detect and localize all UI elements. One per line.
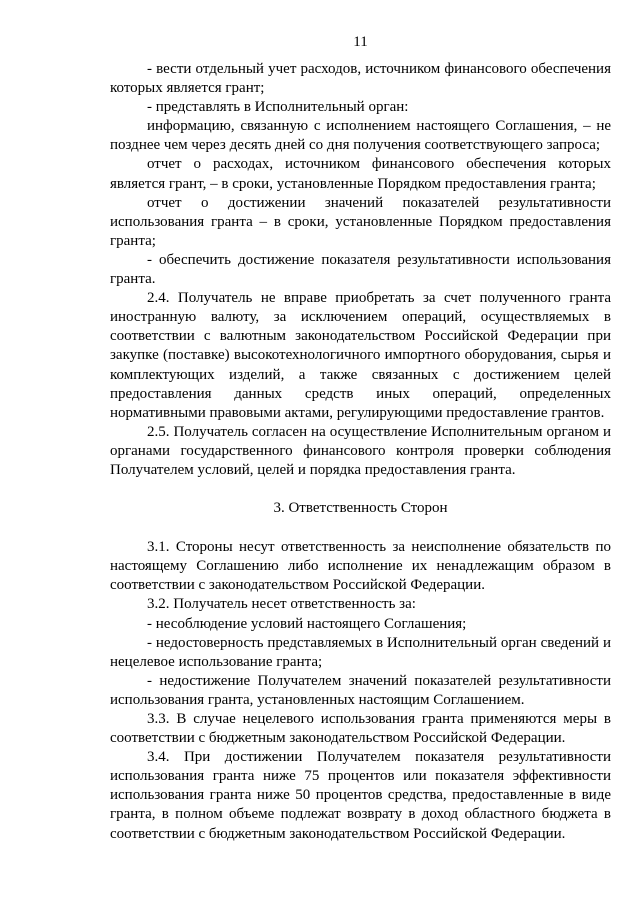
paragraph-separate-accounting: - вести отдельный учет расходов, источником финансового обеспечения которых является грант; <box>110 61 611 97</box>
paragraph-ensure-performance: - обеспечить достижение показателя результативности использования гранта. <box>110 251 611 288</box>
paragraph-expense-report: отчет о расходах, источником финансового обеспечения которых является грант, – в сроки, установленные Порядком предоставления гранта; <box>110 156 611 192</box>
paragraph-submit-to-executive-body: - представлять в Исполнительный орган: <box>147 99 409 116</box>
paragraph-2-4: 2.4. Получатель не вправе приобретать за счет полученного гранта иностранную валюту, за исключением операций, осуществляемых в соответствии с валютным законодательством Российской Федерации при закупке (поставке) высокотехнологичного импортного оборудования, сырья и комплектующих изделий, а также связанных с достижением целей предоставления данных средств иных операций, определенных нормативными правовыми актами, регулирующими предоставление грантов. <box>110 290 611 421</box>
page-number: 11 <box>353 34 368 50</box>
paragraph-not-achieving-indicators: - недостижение Получателем значений показателей результативности использования гранта, установленных настоящим Соглашением. <box>110 672 611 708</box>
paragraph-unreliable-info: - недостоверность представляемых в Исполнительный орган сведений и нецелевое использование гранта; <box>110 634 611 670</box>
document-page <box>110 32 611 844</box>
section-title: 3. Ответственность Сторон <box>273 500 448 517</box>
paragraph-2-5: 2.5. Получатель согласен на осуществление Исполнительным органом и органами государственного финансового контроля проверки соблюдения Получателем условий, целей и порядка предоставления гранта. <box>110 423 611 478</box>
paragraph-noncompliance: - несоблюдение условий настоящего Соглашения; <box>147 615 467 632</box>
paragraph-3-1: 3.1. Стороны несут ответственность за неисполнение обязательств по настоящему Соглашению либо исполнение их ненадлежащим образом в соответствии с законодательством Российской Федерации. <box>110 539 611 594</box>
paragraph-3-3: 3.3. В случае нецелевого использования гранта применяются меры в соответствии с бюджетным законодательством Российской Федерации. <box>110 711 611 747</box>
paragraph-performance-report: отчет о достижении значений показателей результативности использования гранта – в сроки, установленные Порядком предоставления гранта; <box>110 194 611 249</box>
paragraph-3-4: 3.4. При достижении Получателем показателя результативности использования гранта ниже 75 процентов или показателя эффективности использования гранта ниже 50 процентов средства, предоставленные в виде гранта, в полном объеме подлежат возврату в доход областного бюджета в соответствии с бюджетным законодательством Российской Федерации. <box>110 749 611 842</box>
paragraph-information-on-execution: информацию, связанную с исполнением настоящего Соглашения, – не позднее чем через десять дней со дня получения соответствующего запроса; <box>110 118 611 154</box>
paragraph-3-2: 3.2. Получатель несет ответственность за: <box>147 596 416 613</box>
